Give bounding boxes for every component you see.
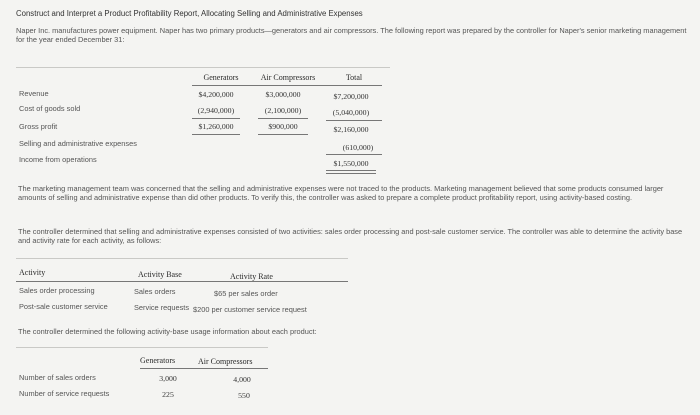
- subtotal-rule: [326, 154, 382, 155]
- subtotal-rule: [192, 134, 240, 135]
- row-label: Gross profit: [19, 122, 58, 131]
- intro-paragraph: Naper Inc. manufactures power equipment. Naper has two primary products—generators and air compressors. The following report was prepared by the controller for Naper's senior marketing management for the year ended December 31:: [16, 26, 687, 45]
- row-label: Cost of goods sold: [19, 104, 81, 113]
- cell-value: $4,200,000: [198, 90, 234, 99]
- subtotal-rule: [326, 120, 382, 121]
- row-label: Income from operations: [19, 155, 97, 164]
- total-double-rule: [326, 170, 376, 174]
- activity-top-divider: [16, 258, 348, 259]
- col-header-air-compressors: Air Compressors: [198, 357, 253, 366]
- activity-header-underline: [16, 281, 348, 282]
- subtotal-rule: [192, 118, 240, 119]
- cell-value: (610,000): [342, 143, 374, 152]
- cell-value: $1,260,000: [198, 122, 234, 131]
- activity-name: Post-sale customer service: [19, 302, 108, 311]
- col-header-air-compressors: Air Compressors: [260, 73, 316, 82]
- usage-label: Number of sales orders: [19, 373, 96, 382]
- col-header-activity-rate: Activity Rate: [230, 272, 273, 281]
- cell-value: $2,160,000: [333, 125, 369, 134]
- usage-value: 4,000: [233, 375, 251, 384]
- cell-value: $1,550,000: [333, 159, 369, 168]
- report-top-divider: [16, 67, 390, 68]
- subtotal-rule: [258, 118, 308, 119]
- cell-value: (5,040,000): [332, 108, 370, 117]
- col-header-activity-base: Activity Base: [138, 270, 182, 279]
- header-underline: [192, 85, 382, 86]
- cell-value: $3,000,000: [265, 90, 301, 99]
- cell-value: $7,200,000: [333, 92, 369, 101]
- usage-label: Number of service requests: [19, 389, 110, 398]
- cell-value: (2,100,000): [264, 106, 302, 115]
- activity-rate: $65 per sales order: [214, 289, 278, 298]
- usage-value: 225: [162, 390, 174, 399]
- usage-intro: The controller determined the following activity-base usage information about each product:: [18, 327, 317, 336]
- cell-value: (2,940,000): [197, 106, 235, 115]
- activity-rate: $200 per customer service request: [193, 305, 307, 314]
- cell-value: $900,000: [268, 122, 298, 131]
- usage-header-underline: [140, 368, 268, 369]
- col-header-total: Total: [345, 73, 363, 82]
- row-label: Selling and administrative expenses: [19, 139, 137, 148]
- page-title: Construct and Interpret a Product Profitability Report, Allocating Selling and Administrative Expenses: [16, 9, 363, 18]
- col-header-activity: Activity: [19, 268, 46, 277]
- usage-value: 550: [238, 391, 250, 400]
- concern-paragraph: The marketing management team was concerned that the selling and administrative expenses were not traced to the products. Marketing management believed that some products consumed larger amounts of selling and administrative expense than did other products. To verify this, the controller was asked to prepare a complete product profitability report, using activity-based costing.: [18, 184, 664, 203]
- row-label: Revenue: [19, 89, 49, 98]
- usage-top-divider: [16, 347, 268, 348]
- activity-name: Sales order processing: [19, 286, 95, 295]
- activity-base: Sales orders: [134, 287, 176, 296]
- col-header-generators: Generators: [140, 356, 176, 365]
- activities-paragraph: The controller determined that selling and administrative expenses consisted of two activities: sales order processing and post-sale customer service. The controller was able to determine the activity base and activity rate for each activity, as follows:: [18, 227, 683, 246]
- subtotal-rule: [258, 134, 308, 135]
- activity-base: Service requests: [134, 303, 190, 312]
- col-header-generators: Generators: [203, 73, 239, 82]
- usage-value: 3,000: [159, 374, 177, 383]
